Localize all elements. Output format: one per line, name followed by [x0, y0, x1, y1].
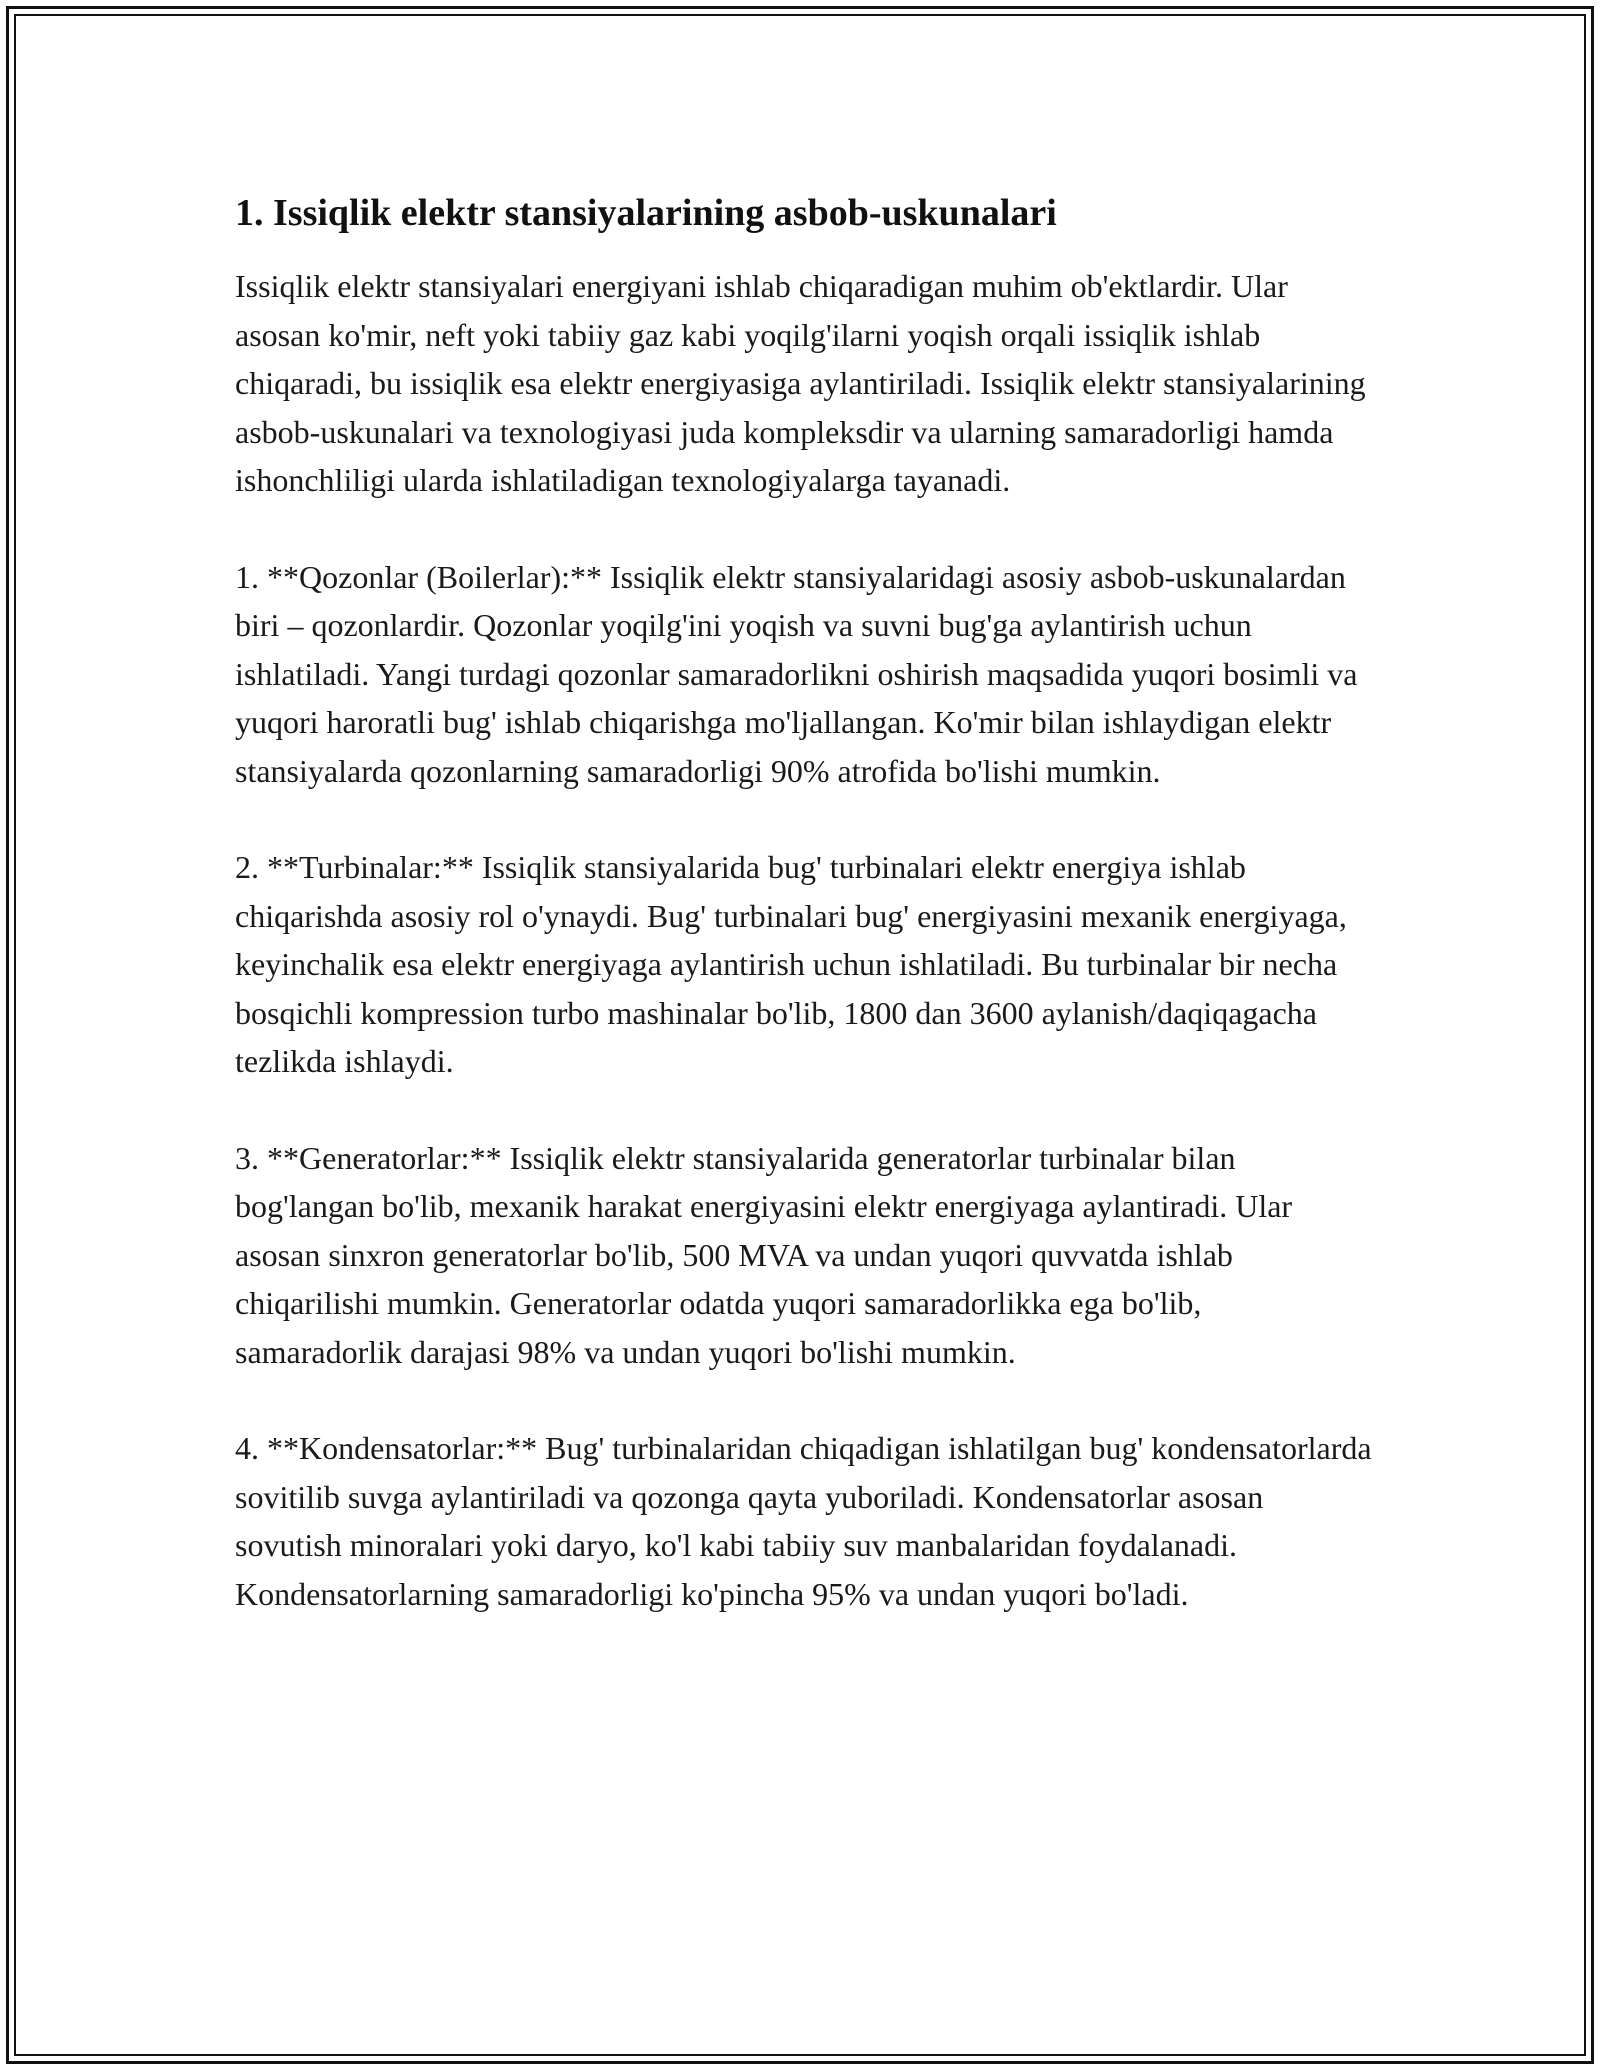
document-title: 1. Issiqlik elektr stansiyalarining asbob-uskunalari [235, 192, 1057, 234]
paragraph-boilers: 1. **Qozonlar (Boilerlar):** Issiqlik elektr stansiyalaridagi asosiy asbob-uskunalardan biri – qozonlardir. Qozonlar yoqilg'ini yoqish va suvni bug'ga aylantirish uchun ishlatiladi. Yangi turdagi qozonlar samaradorlikni oshirish maqsadida yuqori bosimli va yuqori haroratli bug' ishlab chiqarishga mo'ljallangan. Ko'mir bilan ishlaydigan elektr stansiyalarda qozonlarning samaradorligi 90% atrofida bo'lishi mumkin. [235, 558, 1358, 789]
paragraph-generators: 3. **Generatorlar:** Issiqlik elektr stansiyalarida generatorlar turbinalar bilan bog'langan bo'lib, mexanik harakat energiyasini elektr energiyaga aylantiradi. Ular asosan sinxron generatorlar bo'lib, 500 MVA va undan yuqori quvvatda ishlab chiqarilishi mumkin. Generatorlar odatda yuqori samaradorlikka ega bo'lib, samaradorlik darajasi 98% va undan yuqori bo'lishi mumkin. [235, 1139, 1293, 1370]
paragraph-condensers: 4. **Kondensatorlar:** Bug' turbinalaridan chiqadigan ishlatilgan bug' kondensatorlarda sovitilib suvga aylantiriladi va qozonga qayta yuboriladi. Kondensatorlar asosan sovutish minoralari yoki daryo, ko'l kabi tabiiy suv manbalaridan foydalanadi. Kondensatorlarning samaradorligi ko'pincha 95% va undan yuqori bo'ladi. [235, 1430, 1372, 1612]
document-body [235, 188, 1375, 1666]
paragraph-turbines: 2. **Turbinalar:** Issiqlik stansiyalarida bug' turbinalari elektr energiya ishlab chiqarishda asosiy rol o'ynaydi. Bug' turbinalari bug' energiyasini mexanik energiyaga, keyinchalik esa elektr energiyaga aylantirish uchun ishlatiladi. Bu turbinalar bir necha bosqichli kompression turbo mashinalar bo'lib, 1800 dan 3600 aylanish/daqiqagacha tezlikda ishlaydi. [235, 849, 1347, 1079]
intro-paragraph: Issiqlik elektr stansiyalari energiyani ishlab chiqaradigan muhim ob'ektlardir. Ular asosan ko'mir, neft yoki tabiiy gaz kabi yoqilg'ilarni yoqish orqali issiqlik ishlab chiqaradi, bu issiqlik esa elektr energiyasiga aylantiriladi. Issiqlik elektr stansiyalarining asbob-uskunalari va texnologiyasi juda kompleksdir va ularning samaradorligi hamda ishonchliligi ularda ishlatiladigan texnologiyalarga tayanadi. [235, 268, 1366, 498]
